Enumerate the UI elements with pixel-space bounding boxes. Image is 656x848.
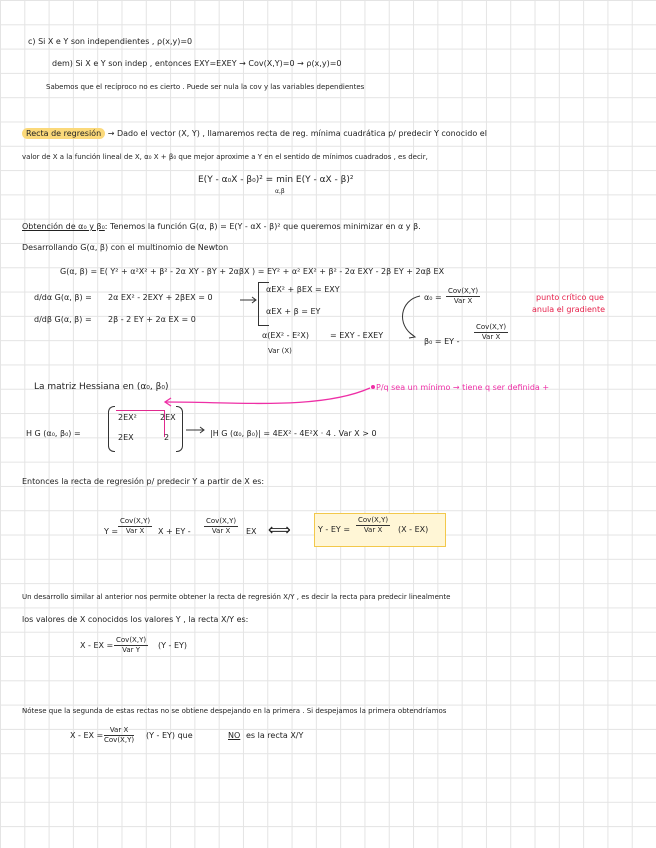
equivalence-arrow: ⟺ xyxy=(268,520,291,539)
pink-dot xyxy=(371,385,375,389)
beta0-fraction xyxy=(474,323,508,342)
obtencion-line1-rest: : Tenemos la función G(α, β) = E(Y - αX - β)² que queremos minimizar en α y β. xyxy=(104,222,421,231)
alpha0-label: α₀ = xyxy=(424,293,442,302)
hessiana-label: La matriz Hessiana en (α₀, β₀) xyxy=(34,382,169,392)
recta-yx-frac2 xyxy=(204,517,238,536)
nota-num: Var X xyxy=(104,726,134,736)
matrix-m21: 2EX xyxy=(118,433,134,442)
recta-xy-den: Var Y xyxy=(122,646,140,654)
boxed-fraction xyxy=(356,516,390,535)
matrix-m22: 2 xyxy=(164,433,170,442)
deriv-a-label: d/dα G(α, β) = xyxy=(34,293,92,302)
regresion-line2: valor de X a la función lineal de X, α₀ X + β₀ que mejor aproxime a Y en el sentido de mínimos cuadrados , es decir, xyxy=(22,153,428,161)
regresion-label: Recta de regresión xyxy=(22,128,105,139)
boxed-lhs: Y - EY = xyxy=(318,525,351,534)
recta-yx-frac1 xyxy=(118,517,152,536)
expansion-formula: G(α, β) = E( Y² + α²X² + β² - 2α XY - βY + 2αβX ) = EY² + α² EX² + β² - 2α EXY - 2β EY + 2αβ EX xyxy=(60,267,445,276)
obtencion-label: Obtención de α₀ y β₀ xyxy=(22,222,105,231)
deriv-b-label: d/dβ G(α, β) = xyxy=(34,315,92,324)
regresion-line1 xyxy=(22,128,487,139)
section-c-line3: Sabemos que el recíproco no es cierto . Puede ser nula la cov y las variables dependientes xyxy=(46,83,365,91)
alpha0-fraction xyxy=(446,287,480,306)
solution-curve-arrow xyxy=(403,296,420,336)
section-c-line2: dem) Si X e Y son indep , entonces EXY=EXEY → Cov(X,Y)=0 → ρ(x,y)=0 xyxy=(52,59,342,68)
alpha0-num: Cov(X,Y) xyxy=(448,287,479,295)
regresion-formula: E(Y - α₀X - β₀)² = min E(Y - αX - β)² xyxy=(198,175,354,185)
hessian-pink-arrow xyxy=(166,388,370,403)
recta-yx-frac1-den: Var X xyxy=(125,527,145,535)
deriv-a-value: 2α EX² - 2EXY + 2βEX = 0 xyxy=(108,293,213,302)
recta-yx-frac1-num: Cov(X,Y) xyxy=(120,517,151,525)
alpha0-den: Var X xyxy=(453,297,473,305)
system-eq2: αEX + β = EY xyxy=(266,307,321,316)
nota-fraction xyxy=(104,726,134,745)
obtencion-line2: Desarrollando G(α, β) con el multinomio de Newton xyxy=(22,243,229,252)
boxed-den: Var X xyxy=(363,526,383,534)
critical-note-2: anula el gradiente xyxy=(532,305,606,314)
matrix-m11: 2EX² xyxy=(118,413,137,422)
hessiana-note: P/q sea un mínimo → tiene q ser definida + xyxy=(376,383,550,392)
recta-xy-lhs: X - EX = xyxy=(80,641,114,650)
nota-den: Cov(X,Y) xyxy=(104,736,135,744)
recta-yx-frac2-num: Cov(X,Y) xyxy=(206,517,237,525)
section-c-line1: c) Si X e Y son independientes , ρ(x,y)=0 xyxy=(28,37,193,46)
boxed-rhs: (X - EX) xyxy=(398,525,429,534)
recta-yx-frac2-den: Var X xyxy=(211,527,231,535)
nota-line1: Nótese que la segunda de estas rectas no se obtiene despejando en la primera . Si despejamos la primera obtendríamos xyxy=(22,707,447,715)
recta-xy-fraction xyxy=(114,636,148,655)
hessian-determinant: |H G (α₀, β₀)| = 4EX² - 4E²X · 4 . Var X > 0 xyxy=(210,429,377,438)
recta-yx-mid: X + EY - xyxy=(158,527,191,536)
deriv-b-value: 2β - 2 EY + 2α EX = 0 xyxy=(108,315,196,324)
obtencion-line1 xyxy=(22,221,421,232)
nota-no: NO xyxy=(228,731,241,740)
recta-xy-line2: los valores de X conocidos los valores Y , la recta X/Y es: xyxy=(22,615,249,624)
nota-lhs: X - EX = xyxy=(70,731,104,740)
system-eq3-left: α(EX² - E²X) xyxy=(262,331,309,340)
system-eq1: αEX² + βEX = EXY xyxy=(266,285,340,294)
regresion-formula-sub: α,β xyxy=(275,188,285,195)
recta-xy-num: Cov(X,Y) xyxy=(116,636,147,644)
beta0-den: Var X xyxy=(481,333,501,341)
recta-yx-intro: Entonces la recta de regresión p/ predecir Y a partir de X es: xyxy=(22,477,265,486)
matrix-left-bracket xyxy=(108,406,115,452)
system-eq3-right: = EXY - EXEY xyxy=(330,331,384,340)
beta0-label: β₀ = EY - xyxy=(424,337,460,346)
recta-xy-line1: Un desarrollo similar al anterior nos permite obtener la recta de regresión X/Y , es decir la recta para predecir linealmente xyxy=(22,593,451,601)
regresion-line1-rest: → Dado el vector (X, Y) , llamaremos recta de reg. mínima cuadrática p/ predecir Y conocido el xyxy=(105,129,487,138)
critical-note-1: punto crítico que xyxy=(536,293,604,302)
nota-rhs: (Y - EY) que xyxy=(146,731,193,740)
recta-yx-ex: EX xyxy=(246,527,257,536)
boxed-num: Cov(X,Y) xyxy=(358,516,389,524)
hessian-h-label: H G (α₀, β₀) = xyxy=(26,429,81,438)
nota-tail: es la recta X/Y xyxy=(246,731,304,740)
system-eq3-den: Var (X) xyxy=(268,347,292,355)
recta-xy-rhs: (Y - EY) xyxy=(158,641,188,650)
matrix-right-bracket xyxy=(176,406,183,452)
matrix-m12: 2EX xyxy=(160,413,176,422)
recta-yx-lhs: Y = xyxy=(104,527,119,536)
beta0-num: Cov(X,Y) xyxy=(476,323,507,331)
